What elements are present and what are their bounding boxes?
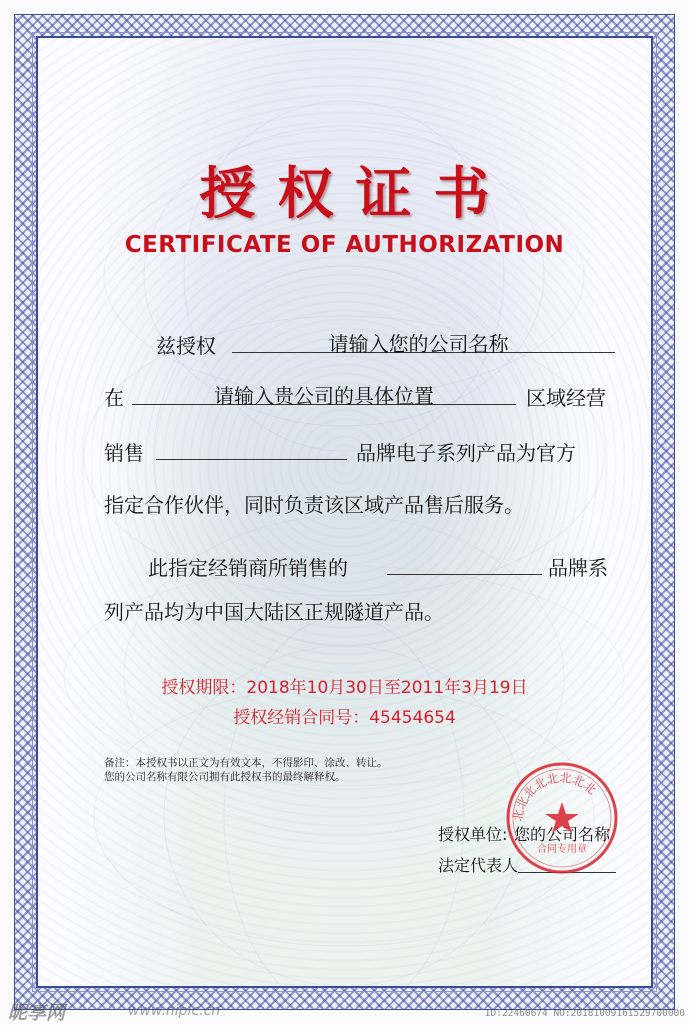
seal-inner-text: 合同专用章 bbox=[537, 844, 587, 855]
body-line3-prefix: 销售 bbox=[104, 441, 144, 465]
authorizing-unit-label: 授权单位: bbox=[438, 825, 508, 844]
authorizing-unit-value: 您的公司名称 bbox=[514, 825, 611, 844]
watermark-id: ID:22460674 NO:20181009161529700000 bbox=[484, 1008, 685, 1019]
certificate-title: 授权证书 bbox=[199, 162, 512, 227]
official-seal bbox=[504, 760, 620, 876]
legal-representative-label: 法定代表人 bbox=[438, 856, 519, 875]
seal-outer-text: 北北北北北北北北 bbox=[510, 770, 599, 823]
location-field[interactable]: 请输入贵公司的具体位置 bbox=[214, 384, 434, 408]
contract-number: 授权经销合同号：45454654 bbox=[233, 708, 456, 728]
note-line1: 备注：本授权书以正文为有效文本，不得影印、涂改、转让。 bbox=[104, 757, 388, 769]
seal-star-icon bbox=[545, 802, 579, 833]
watermark-brand: 昵享网 bbox=[8, 1002, 66, 1024]
body-line5-prefix: 此指定经销商所销售的 bbox=[148, 556, 348, 580]
watermark-url: www.nipic.cn bbox=[128, 1003, 221, 1019]
body-line3-suffix: 品牌电子系列产品为官方 bbox=[356, 441, 576, 465]
body-line5-suffix: 品牌系 bbox=[548, 556, 608, 580]
authorization-period: 授权期限：2018年10月30日至2011年3月19日 bbox=[161, 678, 528, 698]
body-line2-prefix: 在 bbox=[104, 386, 124, 410]
company-name-field[interactable]: 请输入您的公司名称 bbox=[328, 332, 509, 356]
note-line2: 您的公司名称有限公司拥有此授权书的最终解释权。 bbox=[104, 771, 346, 783]
body-line2-suffix: 区域经营 bbox=[526, 386, 606, 410]
body-line4: 指定合作伙伴，同时负责该区域产品售后服务。 bbox=[104, 493, 524, 517]
brand-blank-line[interactable] bbox=[156, 459, 347, 460]
body-line6: 列产品均为中国大陆区正规隧道产品。 bbox=[104, 600, 444, 624]
certificate-subtitle: CERTIFICATE OF AUTHORIZATION bbox=[124, 232, 565, 258]
body-line1-prefix: 兹授权 bbox=[156, 334, 216, 358]
product-brand-blank-line[interactable] bbox=[387, 574, 542, 575]
